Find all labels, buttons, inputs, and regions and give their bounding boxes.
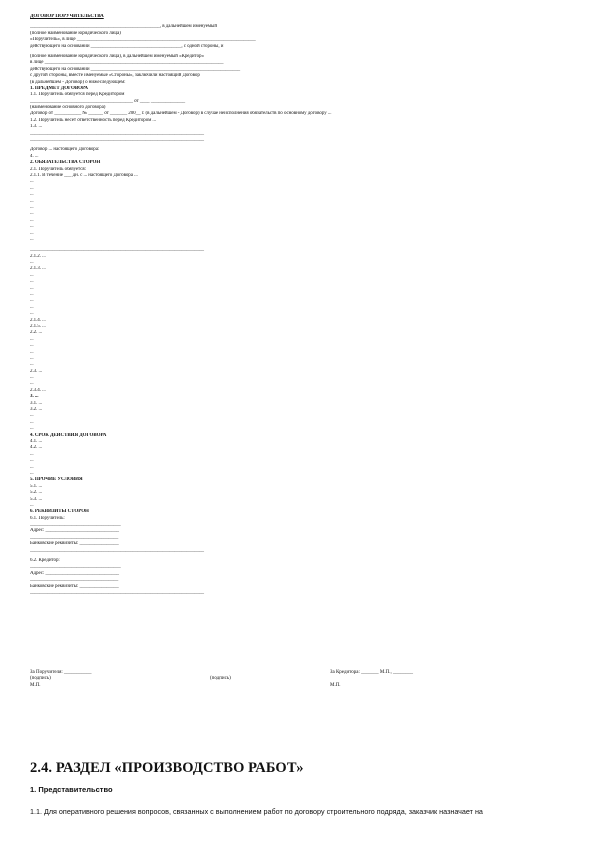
signature-cell: М.П. <box>30 682 41 688</box>
text-line: действующего на основании _____________________________________________________________ <box>30 66 241 72</box>
text-line: ... <box>30 304 34 310</box>
signature-row <box>30 683 550 689</box>
section-title: 5. ПРОЧИЕ УСЛОВИЯ <box>30 477 83 483</box>
text-line: Договор от ___________ № ______ от _______ 200__ г. (в дальнейшем - Договор) в случае неисполнения обязательств по основному договору ... <box>30 111 332 117</box>
section-title: 3. ... <box>30 394 39 400</box>
text-line: Банковские реквизиты: ________________ <box>30 541 119 547</box>
text-line: 6.2. Кредитор: <box>30 558 60 564</box>
section-paragraph: 1.1. Для оперативного решения вопросов, связанных с выполнением работ по договору строительного подряда, заказчик назначает на <box>30 807 483 816</box>
text-line: ... <box>30 343 34 349</box>
text-line: ... <box>30 381 34 387</box>
text-line: ... <box>30 458 34 464</box>
text-line: Адрес: ______________________________ <box>30 570 120 576</box>
text-line: Банковские реквизиты: ________________ <box>30 583 119 589</box>
text-line: 1.2. Поручитель несет ответственность перед Кредитором ... <box>30 117 156 123</box>
text-line: __________________________________________ от ____ ______________ <box>30 98 186 104</box>
text-line: ... <box>30 298 34 304</box>
text-line: ... <box>30 464 34 470</box>
text-line: ... <box>30 470 34 476</box>
text-line: ... <box>30 311 34 317</box>
text-line: 2.3. ... <box>30 368 43 374</box>
text-line: ... <box>30 236 34 242</box>
text-line: 5.3. ... <box>30 496 43 502</box>
text-line: ... <box>30 419 34 425</box>
text-line: 2.2. ... <box>30 330 43 336</box>
signature-cell: За Поручителя: ___________ <box>30 670 92 675</box>
text-line: _______________________________________________________________________ <box>30 547 204 553</box>
text-line: _____________________________________________________, в дальнейшем именуемый <box>30 24 217 30</box>
text-line: 4. ... <box>30 153 39 159</box>
text-line: с другой стороны, вместе именуемые «Стороны», заключили настоящий Договор <box>30 73 200 79</box>
text-line: ... <box>30 336 34 342</box>
section-title: 6. РЕКВИЗИТЫ СТОРОН <box>30 509 89 515</box>
text-line: 3.2. ... <box>30 407 43 413</box>
text-line: ... <box>30 362 34 368</box>
text-line: ... <box>30 285 34 291</box>
text-line: ... <box>30 192 34 198</box>
text-line: (в дальнейшем - Договор) о нижеследующем: <box>30 79 126 85</box>
document-title: ДОГОВОР ПОРУЧИТЕЛЬСТВА <box>30 14 104 19</box>
text-line: ... <box>30 204 34 210</box>
text-line: 3.1. ... <box>30 400 43 406</box>
text-line: ... <box>30 185 34 191</box>
text-line: 5.2. ... <box>30 490 43 496</box>
text-line: (полное наименование юридического лица) <box>30 30 121 36</box>
text-line: ... <box>30 502 34 508</box>
text-line: ... <box>30 279 34 285</box>
section-title: 1. ПРЕДМЕТ ДОГОВОРА <box>30 85 88 91</box>
text-line: «Поручитель», в лице _________________________________________________________________________ <box>30 37 256 43</box>
signature-cell: (подпись) <box>210 676 231 682</box>
contract-body <box>30 14 568 596</box>
text-line: 5.1. ... <box>30 483 43 489</box>
signature-cell: М.П. <box>330 682 341 688</box>
section-title: 4. СРОК ДЕЙСТВИЯ ДОГОВОРА <box>30 432 107 438</box>
text-line: ... <box>30 224 34 230</box>
text-line: действующего на основании _____________________________________, с одной стороны, и <box>30 43 224 49</box>
text-line: ... <box>30 413 34 419</box>
text-line: ... <box>30 349 34 355</box>
signature-cell: За Кредитора: _______ М.П., ________ <box>330 670 413 675</box>
text-line: _____________________________________ <box>30 522 121 528</box>
text-line: ... <box>30 260 34 266</box>
text-line: ... <box>30 451 34 457</box>
text-line: 4.1. ... <box>30 439 43 444</box>
text-line: ... <box>30 217 34 223</box>
signature-block <box>30 670 550 689</box>
text-line: ... <box>30 211 34 217</box>
section-heading: 2.4. РАЗДЕЛ «ПРОИЗВОДСТВО РАБОТ» <box>30 760 304 776</box>
text-line: 1.3. ... <box>30 124 43 130</box>
text-line: (наименование основного договора) <box>30 105 106 111</box>
signature-cell: (подпись) <box>30 676 51 682</box>
text-line: _______________________________________________________________________ <box>30 137 204 143</box>
text-line: _______________________________________________________________________ <box>30 589 204 595</box>
text-line: (полное наименование юридического лица), в дальнейшем именуемый «Кредитор» <box>30 53 204 59</box>
text-line: ... <box>30 230 34 236</box>
signature-cell <box>210 683 330 689</box>
text-line: _____________________________________ <box>30 564 121 570</box>
text-line: _______________________________________________________________________ <box>30 130 204 136</box>
text-line: ... <box>30 198 34 204</box>
text-line: ____________________________________ <box>30 577 119 583</box>
text-line: ... <box>30 426 34 432</box>
text-line: 2.1.2. ... <box>30 253 46 259</box>
text-line: 6.1. Поручитель: <box>30 515 65 521</box>
text-line: в лице _________________________________________________________________________ <box>30 60 224 66</box>
text-line: 2.1.5. ... <box>30 323 46 329</box>
text-line: ... <box>30 272 34 278</box>
text-line: ... <box>30 375 34 381</box>
text-line: 2.1.1. В течение ___ дн. с ... настоящего Договора ... <box>30 172 138 178</box>
text-line: _______________________________________________________________________ <box>30 247 204 253</box>
text-line: ... <box>30 355 34 361</box>
text-line: 4.2. ... <box>30 445 43 451</box>
text-line: 2.1. Поручитель обязуется: <box>30 166 87 172</box>
text-line: ____________________________________ <box>30 534 119 540</box>
text-line: Адрес: ______________________________ <box>30 528 120 534</box>
text-line: ... <box>30 179 34 185</box>
text-line: ... <box>30 292 34 298</box>
section-subheading: 1. Представительство <box>30 785 113 794</box>
text-line: 1.1. Поручитель обязуется перед Кредитором <box>30 92 125 98</box>
text-line: 2.1.3. ... <box>30 266 46 272</box>
text-line: 2.3.4. ... <box>30 387 46 393</box>
text-line: 2.1.4. ... <box>30 317 46 323</box>
section-title: 2. ОБЯЗАТЕЛЬСТВА СТОРОН <box>30 160 101 166</box>
text-line: Договор ... настоящего Договора: <box>30 147 100 153</box>
